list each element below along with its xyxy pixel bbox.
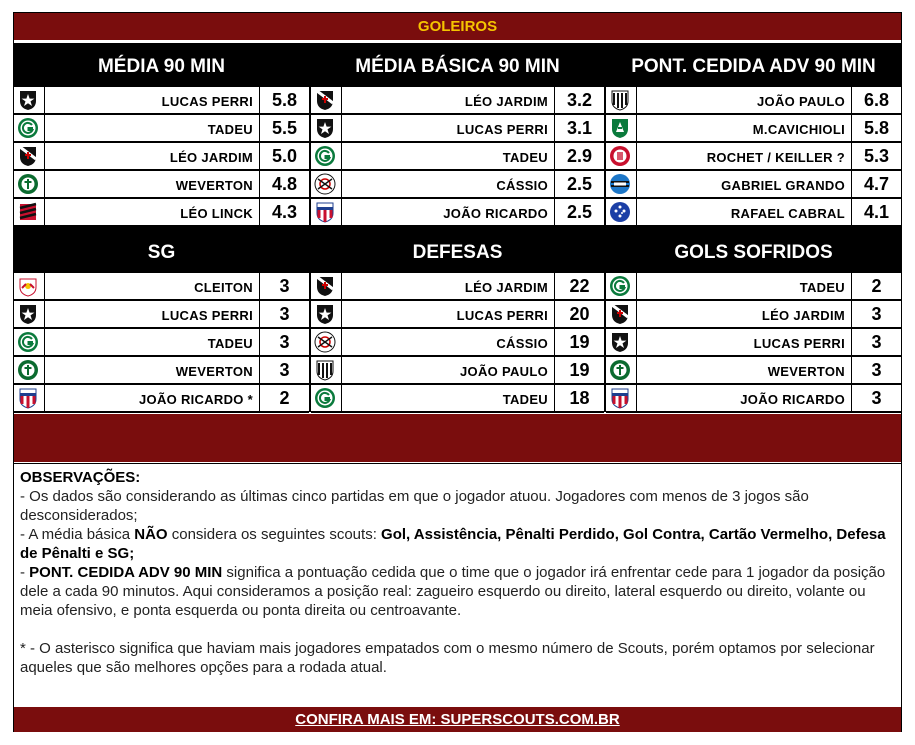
america-mg-crest-icon: [607, 116, 633, 140]
player-name: TADEU: [207, 122, 253, 137]
player-name: WEVERTON: [175, 178, 253, 193]
player-row: [311, 329, 604, 355]
stat-value: 5.8: [259, 87, 309, 113]
santos-crest-icon: [312, 358, 338, 382]
player-name: WEVERTON: [175, 364, 253, 379]
player-name: TADEU: [502, 392, 548, 407]
botafogo-crest-icon: [15, 302, 41, 326]
stat-value: 3.2: [554, 87, 604, 113]
player-row: [311, 273, 604, 299]
footer-banner: [14, 707, 901, 732]
player-row: [606, 143, 901, 169]
observation-3: - PONT. CEDIDA ADV 90 MIN significa a pontuação cedida que o time que o jogador irá enfrentar cede para 1 jogador da posição dele a cada 90 minutos. Aqui consideramos a posição real: zagueiro esquerdo ou direito, lateral esquerdo ou direito, volante ou meia ofensivo, e ponta esquerda ou ponta direita ou centroavante.: [20, 564, 886, 619]
player-name: CÁSSIO: [496, 178, 548, 193]
player-name: TADEU: [207, 336, 253, 351]
player-name: CÁSSIO: [496, 336, 548, 351]
stat-value: 4.8: [259, 171, 309, 197]
botafogo-crest-icon: [15, 88, 41, 112]
stat-panel: [606, 43, 901, 227]
panel-title: MÉDIA 90 MIN: [97, 56, 226, 77]
player-name: LÉO JARDIM: [464, 280, 548, 295]
palmeiras-crest-icon: [15, 172, 41, 196]
stat-value: 3: [259, 301, 309, 327]
player-name: JOÃO PAULO: [460, 364, 548, 379]
stat-value: 3: [851, 357, 901, 383]
divider-band: [14, 414, 901, 462]
player-name: LUCAS PERRI: [753, 336, 845, 351]
stats-grid: [14, 43, 901, 412]
player-name: WEVERTON: [767, 364, 845, 379]
panel-title: MÉDIA BÁSICA 90 MIN: [355, 56, 560, 77]
player-row: [311, 143, 604, 169]
player-row: [14, 357, 309, 383]
player-name: LUCAS PERRI: [456, 122, 548, 137]
observation-2: - A média básica NÃO considera os seguintes scouts: Gol, Assistência, Pênalti Perdido, Gol Contra, Cartão Vermelho, Defesa de Pênalti e SG;: [20, 526, 886, 562]
stat-panel: [311, 43, 604, 227]
player-row: [14, 385, 309, 411]
corinthians-crest-icon: [312, 330, 338, 354]
observations-heading: OBSERVAÇÕES:: [20, 469, 141, 486]
fortaleza-crest-icon: [607, 386, 633, 410]
stat-value: 2.9: [554, 143, 604, 169]
player-row: [311, 385, 604, 411]
player-name: JOÃO RICARDO: [443, 206, 548, 221]
player-row: [606, 87, 901, 113]
player-row: [311, 199, 604, 225]
goias-crest-icon: [312, 386, 338, 410]
stat-value: 4.1: [851, 199, 901, 225]
page-title: GOLEIROS: [14, 13, 901, 40]
player-row: [311, 171, 604, 197]
player-row: [606, 329, 901, 355]
player-row: [606, 171, 901, 197]
stat-value: 2.5: [554, 199, 604, 225]
bragantino-crest-icon: [15, 274, 41, 298]
stat-panel: [311, 229, 604, 413]
player-row: [606, 301, 901, 327]
player-name: TADEU: [799, 280, 845, 295]
goias-crest-icon: [607, 274, 633, 298]
corinthians-crest-icon: [312, 172, 338, 196]
stat-value: 19: [554, 357, 604, 383]
botafogo-crest-icon: [312, 116, 338, 140]
footer-link[interactable]: CONFIRA MAIS EM: SUPERSCOUTS.COM.BR: [295, 711, 620, 728]
stat-value: 3: [259, 329, 309, 355]
player-row: [14, 329, 309, 355]
panel-title: SG: [147, 242, 176, 263]
stat-value: 2.5: [554, 171, 604, 197]
player-name: RAFAEL CABRAL: [730, 206, 845, 221]
player-name: TADEU: [502, 150, 548, 165]
panel-title: DEFESAS: [412, 242, 503, 263]
player-row: [311, 357, 604, 383]
stat-value: 3.1: [554, 115, 604, 141]
player-name: M.CAVICHIOLI: [752, 122, 845, 137]
stat-value: 3: [851, 385, 901, 411]
stat-value: 5.0: [259, 143, 309, 169]
player-name: CLEITON: [194, 280, 253, 295]
player-row: [606, 385, 901, 411]
player-name: LUCAS PERRI: [456, 308, 548, 323]
player-row: [14, 199, 309, 225]
player-name: LÉO JARDIM: [464, 94, 548, 109]
stat-value: 5.3: [851, 143, 901, 169]
stat-value: 18: [554, 385, 604, 411]
player-row: [311, 115, 604, 141]
player-row: [606, 273, 901, 299]
vasco-crest-icon: [312, 274, 338, 298]
player-row: [606, 115, 901, 141]
observation-1: - Os dados são considerando as últimas cinco partidas em que o jogador atuou. Jogadores com menos de 3 jogos são desconsiderados;: [20, 488, 809, 524]
goias-crest-icon: [15, 330, 41, 354]
stat-value: 5.8: [851, 115, 901, 141]
stat-panel: [606, 229, 901, 413]
goias-crest-icon: [15, 116, 41, 140]
observation-4: * - O asterisco significa que haviam mais jogadores empatados com o mesmo número de Scouts, porém optamos por selecionar aqueles que são melhores opções para a rodada atual.: [20, 640, 875, 676]
stat-value: 3: [259, 357, 309, 383]
player-name: LUCAS PERRI: [161, 94, 253, 109]
stat-value: 3: [851, 329, 901, 355]
player-name: JOÃO RICARDO: [740, 392, 845, 407]
player-name: LÉO JARDIM: [761, 308, 845, 323]
internacional-crest-icon: [607, 144, 633, 168]
player-name: GABRIEL GRANDO: [721, 178, 845, 193]
stat-value: 6.8: [851, 87, 901, 113]
stat-value: 22: [554, 273, 604, 299]
stat-value: 3: [851, 301, 901, 327]
player-name: ROCHET / KEILLER ?: [706, 150, 845, 165]
stat-value: 20: [554, 301, 604, 327]
stat-panel: [14, 43, 309, 227]
player-row: [14, 143, 309, 169]
player-name: LUCAS PERRI: [161, 308, 253, 323]
cruzeiro-crest-icon: [607, 200, 633, 224]
botafogo-crest-icon: [607, 330, 633, 354]
fortaleza-crest-icon: [312, 200, 338, 224]
player-row: [14, 171, 309, 197]
palmeiras-crest-icon: [607, 358, 633, 382]
player-name: LÉO JARDIM: [169, 150, 253, 165]
stat-value: 2: [851, 273, 901, 299]
goias-crest-icon: [312, 144, 338, 168]
player-row: [311, 301, 604, 327]
vasco-crest-icon: [607, 302, 633, 326]
stat-value: 4.7: [851, 171, 901, 197]
athletico-crest-icon: [15, 200, 41, 224]
player-row: [14, 273, 309, 299]
panel-title: PONT. CEDIDA ADV 90 MIN: [631, 56, 876, 77]
stat-value: 4.3: [259, 199, 309, 225]
vasco-crest-icon: [15, 144, 41, 168]
fortaleza-crest-icon: [15, 386, 41, 410]
stat-value: 5.5: [259, 115, 309, 141]
player-row: [606, 357, 901, 383]
observations-panel: [14, 463, 901, 706]
player-row: [14, 115, 309, 141]
palmeiras-crest-icon: [15, 358, 41, 382]
stat-value: 3: [259, 273, 309, 299]
stat-value: 19: [554, 329, 604, 355]
santos-crest-icon: [607, 88, 633, 112]
player-name: LÉO LINCK: [180, 206, 253, 221]
player-name: JOÃO RICARDO *: [139, 392, 253, 407]
vasco-crest-icon: [312, 88, 338, 112]
player-row: [606, 199, 901, 225]
player-row: [311, 87, 604, 113]
panel-title: GOLS SOFRIDOS: [674, 242, 833, 263]
player-name: JOÃO PAULO: [757, 94, 845, 109]
player-row: [14, 301, 309, 327]
stat-panel: [14, 229, 309, 413]
gremio-crest-icon: [607, 172, 633, 196]
botafogo-crest-icon: [312, 302, 338, 326]
stat-value: 2: [259, 385, 309, 411]
goleiros-card: [13, 12, 902, 732]
player-row: [14, 87, 309, 113]
